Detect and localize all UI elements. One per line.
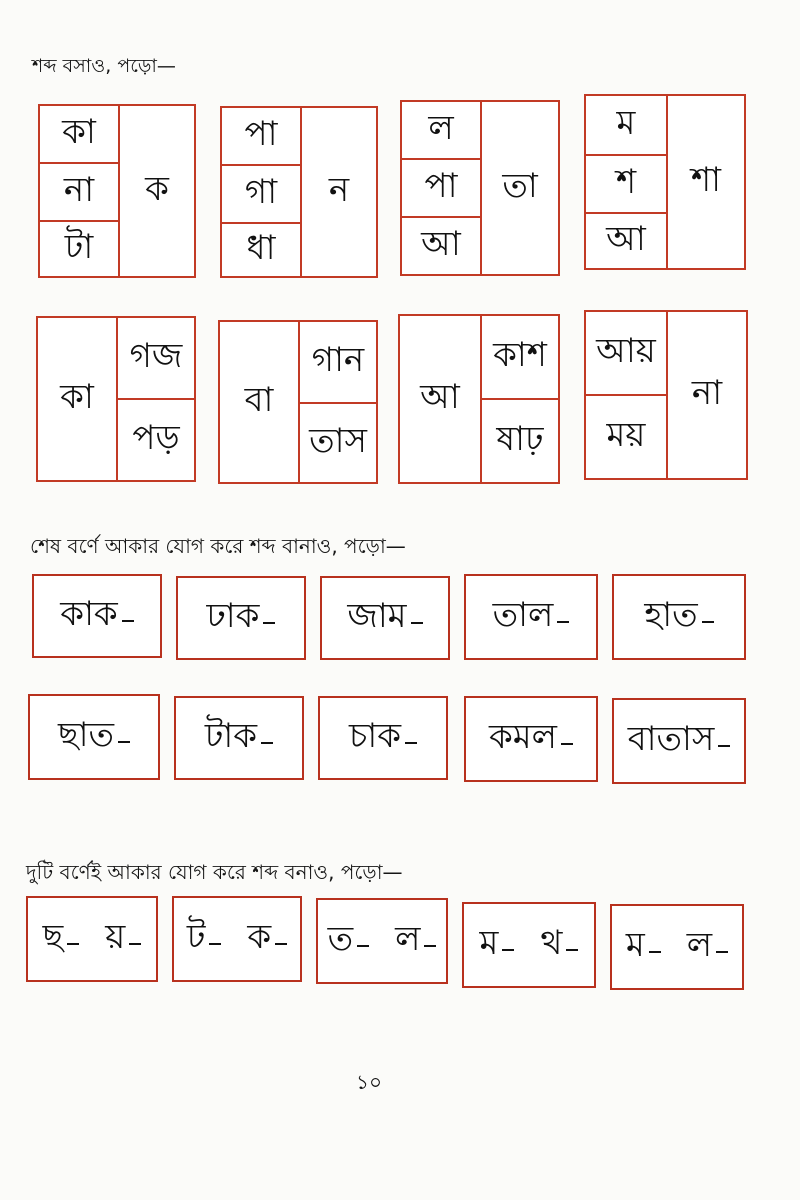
word-text: কমল [488,716,557,757]
grid-cell-prefix: বা [244,379,274,420]
aakar-dash-icon [67,943,79,945]
letter: ল [395,918,421,959]
word-grid-8 [584,310,748,480]
letter-pair-box [172,896,302,982]
letter-pair-box [26,896,158,982]
aakar-dash-icon [129,943,141,945]
aakar-dash-icon [649,951,661,953]
aakar-dash-icon [118,741,130,743]
aakar-dash-icon [122,620,134,622]
word-text: টাক [204,715,258,756]
aakar-dash-icon [275,943,287,945]
aakar-dash-icon [209,943,221,945]
aakar-dash-icon [405,742,417,744]
section1-heading: শব্দ বসাও, পড়ো— [32,55,176,77]
aakar-dash-icon [261,742,273,744]
letter: ত [327,918,354,959]
grid-cell-prefix: আ [420,376,460,417]
grid-cell-suffix: শা [691,159,721,200]
grid-cell-suffix: ক [145,168,169,209]
aakar-dash-icon [502,949,514,951]
grid-cell: টা [64,226,94,267]
letter: ক [247,916,272,957]
word-grid-3 [400,100,560,276]
grid-cell: গা [244,171,278,212]
grid-cell-suffix: তা [502,165,538,206]
page-number: ১০ [356,1070,382,1094]
grid-cell: আ [421,223,461,264]
aakar-dash-icon [424,945,436,947]
word-box [320,576,450,660]
word-text: কাক [60,593,118,634]
letter-pair-box [316,898,448,984]
letter-pair-box [462,902,596,988]
word-grid-6 [218,320,378,484]
grid-cell: আয় [596,330,656,371]
grid-cell: ল [428,107,454,148]
letter: ল [686,924,713,965]
letter: ছ [42,916,64,957]
aakar-dash-icon [263,622,275,624]
word-box [612,574,746,660]
grid-cell: ষাঢ় [496,418,544,459]
letter: থ [540,922,563,963]
grid-cell-suffix: ন [328,169,350,210]
aakar-dash-icon [357,945,369,947]
letter-pair-box [610,904,744,990]
grid-cell: আ [606,218,646,259]
grid-cell: না [63,169,95,210]
aakar-dash-icon [411,622,423,624]
word-box [176,576,306,660]
grid-cell: পা [244,113,278,154]
word-grid-2 [220,106,378,278]
aakar-dash-icon [557,621,569,623]
grid-cell: পড় [132,417,180,458]
word-text: হাত [644,594,698,635]
word-box [464,574,598,660]
word-box [612,698,746,784]
aakar-dash-icon [702,621,714,623]
word-box [174,696,304,780]
grid-cell: কা [62,111,96,152]
grid-cell: পা [424,165,458,206]
letter: ম [479,922,499,963]
word-box [464,696,598,782]
aakar-dash-icon [718,745,730,747]
grid-cell: কাশ [493,334,547,375]
word-grid-5 [36,316,196,482]
grid-cell-suffix: না [691,372,723,413]
aakar-dash-icon [716,951,728,953]
word-box [318,696,448,780]
grid-cell: ময় [606,414,646,455]
aakar-dash-icon [566,949,578,951]
word-text: তাল [492,594,554,635]
grid-cell: ম [616,102,636,143]
word-text: ঢাক [206,595,260,636]
aakar-dash-icon [561,743,573,745]
letter: ট [186,916,206,957]
grid-cell: ধা [246,227,276,268]
section3-heading: দুটি বর্ণেই আকার যোগ করে শব্দ বনাও, পড়ো— [26,860,403,884]
word-text: ছাত [58,714,114,755]
section2-heading: শেষ বর্ণে আকার যোগ করে শব্দ বানাও, পড়ো— [30,534,406,558]
grid-cell: তাস [309,420,367,461]
grid-cell: গজ [129,335,183,376]
letter: ম [625,924,645,965]
word-box [28,694,160,780]
word-grid-1 [38,104,196,278]
letter: য় [105,916,126,957]
grid-cell-prefix: কা [60,376,94,417]
grid-cell: শ [615,161,637,202]
word-text: বাতাস [627,718,715,759]
grid-cell: গান [311,339,365,380]
word-text: জাম [347,595,407,636]
word-grid-7 [398,314,560,484]
word-grid-4 [584,94,746,270]
word-text: চাক [349,715,401,756]
word-box [32,574,162,658]
